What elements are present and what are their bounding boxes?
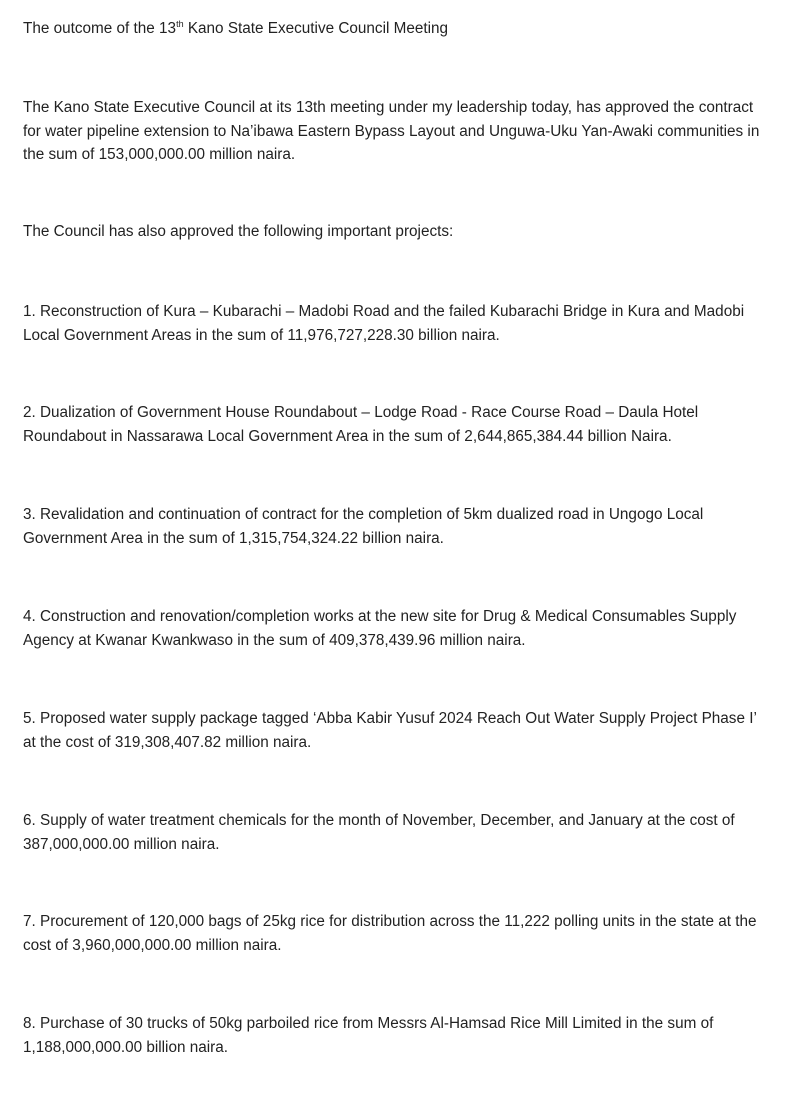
project-item: 7. Procurement of 120,000 bags of 25kg rice for distribution across the 11,222 polling units in the state at the cost of 3,960,000,000.00 million naira. [23, 913, 757, 954]
intro-paragraph: The Kano State Executive Council at its 13th meeting under my leadership today, has approved the contract for water pipeline extension to Na’ibawa Eastern Bypass Layout and Unguwa-Uku Yan-Awaki communities in the sum of 153,000,000.00 million naira. [23, 99, 760, 163]
project-item: 5. Proposed water supply package tagged ‘Abba Kabir Yusuf 2024 Reach Out Water Supply Project Phase I’ at the cost of 319,308,407.82 million naira. [23, 710, 757, 751]
title-suffix: Kano State Executive Council Meeting [183, 20, 449, 37]
document-title [23, 17, 763, 41]
title-prefix: The outcome of the 13 [23, 20, 177, 37]
project-item: 1. Reconstruction of Kura – Kubarachi – Madobi Road and the failed Kubarachi Bridge in Kura and Madobi Local Government Areas in the sum of 11,976,727,228.30 billion naira. [23, 303, 745, 344]
title-ordinal-superscript: th [176, 19, 184, 29]
project-item: 3. Revalidation and continuation of contract for the completion of 5km dualized road in Ungogo Local Government Area in the sum of 1,315,754,324.22 billion naira. [23, 506, 704, 547]
project-item: 4. Construction and renovation/completion works at the new site for Drug & Medical Consumables Supply Agency at Kwanar Kwankwaso in the sum of 409,378,439.96 million naira. [23, 608, 737, 649]
projects-lead-paragraph: The Council has also approved the following important projects: [23, 223, 454, 240]
project-item: 6. Supply of water treatment chemicals for the month of November, December, and January at the cost of 387,000,000.00 million naira. [23, 812, 735, 853]
project-item: 2. Dualization of Government House Roundabout – Lodge Road - Race Course Road – Daula Hotel Roundabout in Nassarawa Local Government Area in the sum of 2,644,865,384.44 billion Naira. [23, 404, 699, 445]
project-item: 8. Purchase of 30 trucks of 50kg parboiled rice from Messrs Al-Hamsad Rice Mill Limited in the sum of 1,188,000,000.00 billion naira. [23, 1015, 714, 1056]
